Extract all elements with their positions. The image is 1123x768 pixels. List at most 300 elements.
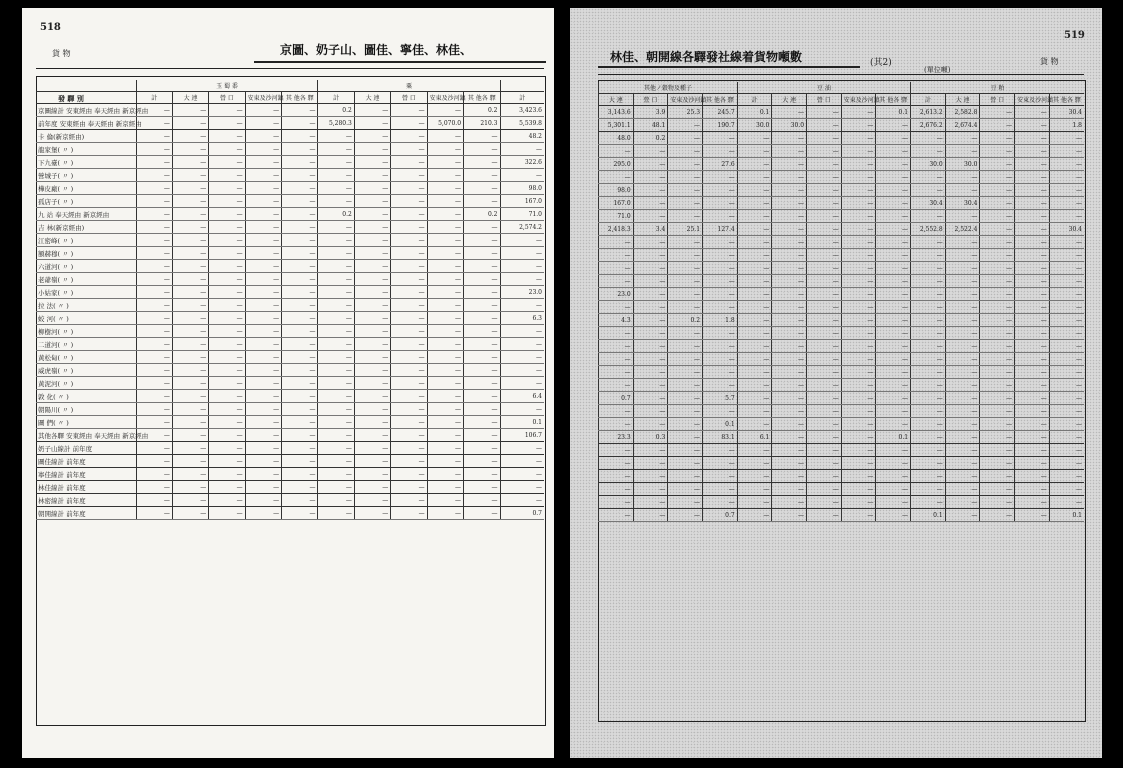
table-row <box>599 301 1085 314</box>
table-cell: — <box>772 262 807 275</box>
table-cell: — <box>737 145 772 158</box>
table-cell: — <box>1015 145 1050 158</box>
table-cell: — <box>1015 392 1050 405</box>
table-cell: — <box>633 210 668 223</box>
table-cell: — <box>668 184 703 197</box>
table-cell: 30.4 <box>945 197 980 210</box>
table-cell: — <box>772 483 807 496</box>
column-header: 營 口 <box>633 94 668 106</box>
table-cell: — <box>911 405 946 418</box>
table-cell: — <box>911 483 946 496</box>
table-cell: — <box>841 327 876 340</box>
table-row <box>36 390 544 403</box>
table-cell: — <box>464 507 500 520</box>
table-cell: — <box>945 184 980 197</box>
table-cell: — <box>911 353 946 366</box>
table-row <box>36 221 544 234</box>
table-cell: — <box>633 405 668 418</box>
table-cell: — <box>282 208 318 221</box>
table-cell: — <box>391 325 427 338</box>
table-cell: — <box>980 236 1015 249</box>
table-cell: — <box>737 470 772 483</box>
table-cell: — <box>245 390 281 403</box>
table-cell: — <box>282 299 318 312</box>
table-row <box>599 444 1085 457</box>
origin-station-header: 發 驛 別 <box>58 94 84 103</box>
table-cell: — <box>1015 249 1050 262</box>
table-cell: — <box>391 195 427 208</box>
table-cell: 2,418.3 <box>599 223 634 236</box>
table-row <box>36 130 544 143</box>
table-cell: — <box>876 210 911 223</box>
table-cell: — <box>633 496 668 509</box>
column-header: 營 口 <box>391 92 427 104</box>
table-cell: — <box>209 416 245 429</box>
table-cell: — <box>209 169 245 182</box>
table-cell: — <box>136 494 172 507</box>
table-cell: — <box>354 286 390 299</box>
table-cell: — <box>807 431 842 444</box>
table-cell: — <box>318 364 354 377</box>
table-cell: — <box>772 158 807 171</box>
row-label: 九 站 奉天經由 新京經由 <box>36 208 136 221</box>
table-row <box>36 208 544 221</box>
table-cell: — <box>980 496 1015 509</box>
table-cell: — <box>737 132 772 145</box>
table-cell: — <box>427 143 463 156</box>
group-header: 玉 蜀 黍 <box>136 80 318 92</box>
table-cell: — <box>500 260 544 273</box>
table-cell: — <box>282 325 318 338</box>
table-cell: — <box>427 195 463 208</box>
table-cell: — <box>172 390 208 403</box>
table-cell: — <box>391 455 427 468</box>
group-header: 粟 <box>318 80 500 92</box>
table-row <box>36 468 544 481</box>
table-cell: — <box>500 403 544 416</box>
table-cell: — <box>668 457 703 470</box>
table-cell: — <box>354 195 390 208</box>
table-cell: — <box>1015 288 1050 301</box>
column-header: 計 <box>136 92 172 104</box>
table-cell: — <box>703 236 738 249</box>
table-cell: — <box>136 299 172 312</box>
row-label: 下九臺( 〃 ) <box>36 156 136 169</box>
table-cell: — <box>136 351 172 364</box>
table-cell: — <box>807 405 842 418</box>
left-group-header-row <box>36 80 544 92</box>
table-cell: — <box>245 273 281 286</box>
table-cell: — <box>427 182 463 195</box>
table-cell: — <box>172 117 208 130</box>
table-cell: — <box>737 366 772 379</box>
table-cell: — <box>841 197 876 210</box>
row-label: 圖佳線計 前年度 <box>36 455 136 468</box>
table-cell: — <box>807 223 842 236</box>
row-label: 其他各驛 安東經由 奉天經由 新京經由 <box>36 429 136 442</box>
table-cell: — <box>807 366 842 379</box>
table-cell: — <box>427 299 463 312</box>
table-cell: — <box>427 442 463 455</box>
table-cell: — <box>209 351 245 364</box>
table-cell: — <box>876 197 911 210</box>
group-header-blank <box>36 80 136 92</box>
table-cell: — <box>945 444 980 457</box>
table-cell: — <box>841 392 876 405</box>
table-cell: — <box>318 182 354 195</box>
table-cell: — <box>354 481 390 494</box>
table-cell: — <box>245 169 281 182</box>
table-cell: — <box>282 156 318 169</box>
table-cell: — <box>1015 340 1050 353</box>
column-header: 其 他各 驛 <box>464 92 500 104</box>
table-cell: — <box>1049 301 1084 314</box>
table-row <box>599 236 1085 249</box>
table-cell: — <box>209 117 245 130</box>
row-label: 六道河( 〃 ) <box>36 260 136 273</box>
table-cell: — <box>209 221 245 234</box>
table-cell: — <box>737 483 772 496</box>
table-cell: — <box>391 104 427 117</box>
table-cell: — <box>1015 483 1050 496</box>
column-header: 安東及沙河鎮 <box>668 94 703 106</box>
table-cell: — <box>911 132 946 145</box>
table-cell: — <box>354 143 390 156</box>
table-cell: 5,539.8 <box>500 117 544 130</box>
table-cell: — <box>354 260 390 273</box>
table-cell: — <box>172 338 208 351</box>
table-cell: 1.8 <box>1049 119 1084 132</box>
table-cell: — <box>1015 470 1050 483</box>
table-cell: — <box>668 379 703 392</box>
table-cell: — <box>945 314 980 327</box>
row-label: 林佳線計 前年度 <box>36 481 136 494</box>
table-cell: — <box>1015 158 1050 171</box>
table-cell: — <box>841 249 876 262</box>
table-cell: — <box>245 429 281 442</box>
table-row <box>36 364 544 377</box>
table-cell: — <box>282 104 318 117</box>
table-cell: — <box>841 223 876 236</box>
table-cell: — <box>427 273 463 286</box>
table-row <box>36 234 544 247</box>
table-cell: — <box>464 195 500 208</box>
table-cell: — <box>391 442 427 455</box>
table-cell: — <box>245 351 281 364</box>
table-cell: — <box>464 156 500 169</box>
table-cell: — <box>980 210 1015 223</box>
table-cell: — <box>703 470 738 483</box>
table-cell: — <box>427 481 463 494</box>
table-cell: — <box>945 288 980 301</box>
table-cell: — <box>427 507 463 520</box>
table-cell: — <box>209 156 245 169</box>
table-cell: — <box>737 158 772 171</box>
table-cell: — <box>703 301 738 314</box>
table-cell: — <box>500 247 544 260</box>
table-cell: — <box>136 429 172 442</box>
table-cell: — <box>633 457 668 470</box>
table-cell: — <box>841 444 876 457</box>
table-cell: 71.0 <box>599 210 634 223</box>
table-cell: — <box>209 442 245 455</box>
table-cell: — <box>945 379 980 392</box>
table-cell: — <box>354 130 390 143</box>
table-cell: — <box>945 353 980 366</box>
table-cell: — <box>391 494 427 507</box>
table-cell: 0.1 <box>500 416 544 429</box>
table-cell: — <box>772 340 807 353</box>
table-cell: — <box>807 236 842 249</box>
table-cell: — <box>807 340 842 353</box>
table-cell: — <box>807 470 842 483</box>
table-cell: — <box>209 364 245 377</box>
table-row <box>599 353 1085 366</box>
table-cell: — <box>136 507 172 520</box>
table-cell: — <box>245 364 281 377</box>
table-cell: — <box>245 468 281 481</box>
right-sub-header-row <box>599 94 1085 106</box>
table-cell: 98.0 <box>599 184 634 197</box>
table-cell: — <box>1049 431 1084 444</box>
table-cell: — <box>945 470 980 483</box>
table-cell: — <box>807 418 842 431</box>
table-cell: — <box>668 262 703 275</box>
table-cell: — <box>427 494 463 507</box>
table-cell: — <box>703 340 738 353</box>
table-cell: — <box>807 509 842 522</box>
table-row <box>599 483 1085 496</box>
table-cell: — <box>1015 223 1050 236</box>
table-cell: — <box>427 468 463 481</box>
table-cell: — <box>391 286 427 299</box>
table-row <box>599 223 1085 236</box>
table-row <box>36 325 544 338</box>
left-page-number: 518 <box>40 22 61 33</box>
table-cell: — <box>876 509 911 522</box>
table-cell: — <box>980 145 1015 158</box>
table-cell: — <box>136 338 172 351</box>
table-cell: — <box>172 247 208 260</box>
table-cell: — <box>136 390 172 403</box>
table-cell: — <box>737 418 772 431</box>
table-cell: — <box>427 247 463 260</box>
table-cell: — <box>668 249 703 262</box>
table-cell: — <box>876 249 911 262</box>
table-cell: 25.1 <box>668 223 703 236</box>
table-cell: — <box>772 236 807 249</box>
row-label: 圖 們( 〃 ) <box>36 416 136 429</box>
table-cell: — <box>599 496 634 509</box>
table-cell: — <box>772 470 807 483</box>
table-cell: 106.7 <box>500 429 544 442</box>
row-label: 奶子山線計 前年度 <box>36 442 136 455</box>
table-cell: — <box>245 507 281 520</box>
table-cell: 0.2 <box>464 104 500 117</box>
table-cell: — <box>464 338 500 351</box>
table-cell: — <box>1049 184 1084 197</box>
table-cell: — <box>354 104 390 117</box>
table-cell: — <box>427 416 463 429</box>
table-cell: — <box>172 351 208 364</box>
table-cell: 322.6 <box>500 156 544 169</box>
table-cell: — <box>245 481 281 494</box>
table-cell: — <box>703 483 738 496</box>
row-label: 額赫穆( 〃 ) <box>36 247 136 260</box>
table-row <box>36 312 544 325</box>
table-cell: — <box>464 377 500 390</box>
table-cell: — <box>354 351 390 364</box>
table-cell: — <box>1049 158 1084 171</box>
table-cell: — <box>807 262 842 275</box>
table-cell: — <box>807 483 842 496</box>
table-cell: — <box>807 301 842 314</box>
table-cell: — <box>391 416 427 429</box>
table-cell: — <box>282 182 318 195</box>
table-cell: — <box>464 325 500 338</box>
table-cell: — <box>668 301 703 314</box>
table-cell: — <box>318 143 354 156</box>
table-cell: — <box>911 327 946 340</box>
table-cell: — <box>427 403 463 416</box>
table-cell: — <box>1049 405 1084 418</box>
table-cell: — <box>209 182 245 195</box>
table-cell: — <box>282 481 318 494</box>
table-cell: — <box>245 234 281 247</box>
table-cell: — <box>1015 314 1050 327</box>
table-cell: — <box>245 208 281 221</box>
table-cell: — <box>391 507 427 520</box>
table-cell: — <box>245 221 281 234</box>
table-cell: — <box>282 494 318 507</box>
table-cell: — <box>464 429 500 442</box>
table-row <box>599 366 1085 379</box>
table-cell: — <box>633 340 668 353</box>
table-cell: 30.0 <box>945 158 980 171</box>
table-cell: — <box>1015 184 1050 197</box>
table-cell: — <box>136 403 172 416</box>
table-cell: — <box>282 260 318 273</box>
table-row <box>36 507 544 520</box>
table-cell: — <box>1049 379 1084 392</box>
table-cell: — <box>282 234 318 247</box>
table-cell: — <box>172 377 208 390</box>
table-cell: — <box>772 444 807 457</box>
table-cell: — <box>427 208 463 221</box>
table-cell: — <box>807 119 842 132</box>
table-cell: — <box>876 444 911 457</box>
table-cell: — <box>599 379 634 392</box>
table-cell: — <box>427 312 463 325</box>
table-cell: — <box>391 364 427 377</box>
table-cell: — <box>599 340 634 353</box>
unit-label: (單位噸) <box>924 66 951 74</box>
table-cell: — <box>668 275 703 288</box>
right-top-rule <box>598 74 1084 75</box>
table-cell: — <box>427 130 463 143</box>
table-cell: — <box>318 312 354 325</box>
column-header: 其 他各 驛 <box>703 94 738 106</box>
table-cell: — <box>911 184 946 197</box>
table-cell: — <box>772 314 807 327</box>
table-cell: 0.7 <box>703 509 738 522</box>
table-cell: — <box>633 236 668 249</box>
table-cell: — <box>703 249 738 262</box>
table-cell: — <box>464 130 500 143</box>
table-cell: — <box>668 444 703 457</box>
table-cell: — <box>318 403 354 416</box>
table-row <box>36 273 544 286</box>
table-cell: — <box>282 468 318 481</box>
table-cell: — <box>876 496 911 509</box>
table-cell: — <box>772 171 807 184</box>
table-cell: — <box>633 444 668 457</box>
table-cell: — <box>668 353 703 366</box>
column-header: 計 <box>911 94 946 106</box>
row-label: 龍家堡( 〃 ) <box>36 143 136 156</box>
table-cell: 6.1 <box>737 431 772 444</box>
table-cell: 0.2 <box>668 314 703 327</box>
table-cell: — <box>464 234 500 247</box>
table-cell: 0.7 <box>599 392 634 405</box>
table-cell: — <box>209 104 245 117</box>
table-cell: — <box>876 184 911 197</box>
table-cell: — <box>807 158 842 171</box>
table-cell: — <box>772 210 807 223</box>
table-cell: — <box>876 340 911 353</box>
table-cell: — <box>911 457 946 470</box>
table-cell: — <box>282 429 318 442</box>
table-cell: — <box>911 249 946 262</box>
table-cell: — <box>1049 483 1084 496</box>
table-cell: 2,522.4 <box>945 223 980 236</box>
table-cell: 30.4 <box>1049 106 1084 119</box>
table-cell: — <box>172 481 208 494</box>
table-cell: — <box>980 301 1015 314</box>
table-cell: — <box>427 221 463 234</box>
table-cell: — <box>980 314 1015 327</box>
table-cell: 167.0 <box>500 195 544 208</box>
table-cell: — <box>876 470 911 483</box>
left-section-label: 貨 物 <box>52 49 71 58</box>
table-cell: — <box>911 496 946 509</box>
table-cell: — <box>136 364 172 377</box>
table-cell: — <box>136 468 172 481</box>
column-header: 計 <box>318 92 354 104</box>
table-cell: — <box>245 182 281 195</box>
table-cell: — <box>945 262 980 275</box>
table-cell: — <box>1015 171 1050 184</box>
table-cell: — <box>911 431 946 444</box>
table-cell: — <box>980 457 1015 470</box>
table-row <box>599 392 1085 405</box>
table-cell: — <box>1015 353 1050 366</box>
table-cell: — <box>945 145 980 158</box>
table-row <box>599 106 1085 119</box>
table-cell: — <box>841 262 876 275</box>
sub-header-blank <box>36 92 136 104</box>
table-cell: — <box>318 507 354 520</box>
column-header: 安東及沙河鎮 <box>245 92 281 104</box>
table-cell: — <box>737 314 772 327</box>
table-cell: 0.1 <box>876 106 911 119</box>
table-cell: — <box>1049 340 1084 353</box>
table-cell: — <box>911 418 946 431</box>
table-cell: — <box>807 314 842 327</box>
left-data-table <box>36 80 544 520</box>
table-cell: — <box>599 301 634 314</box>
table-cell: — <box>282 273 318 286</box>
